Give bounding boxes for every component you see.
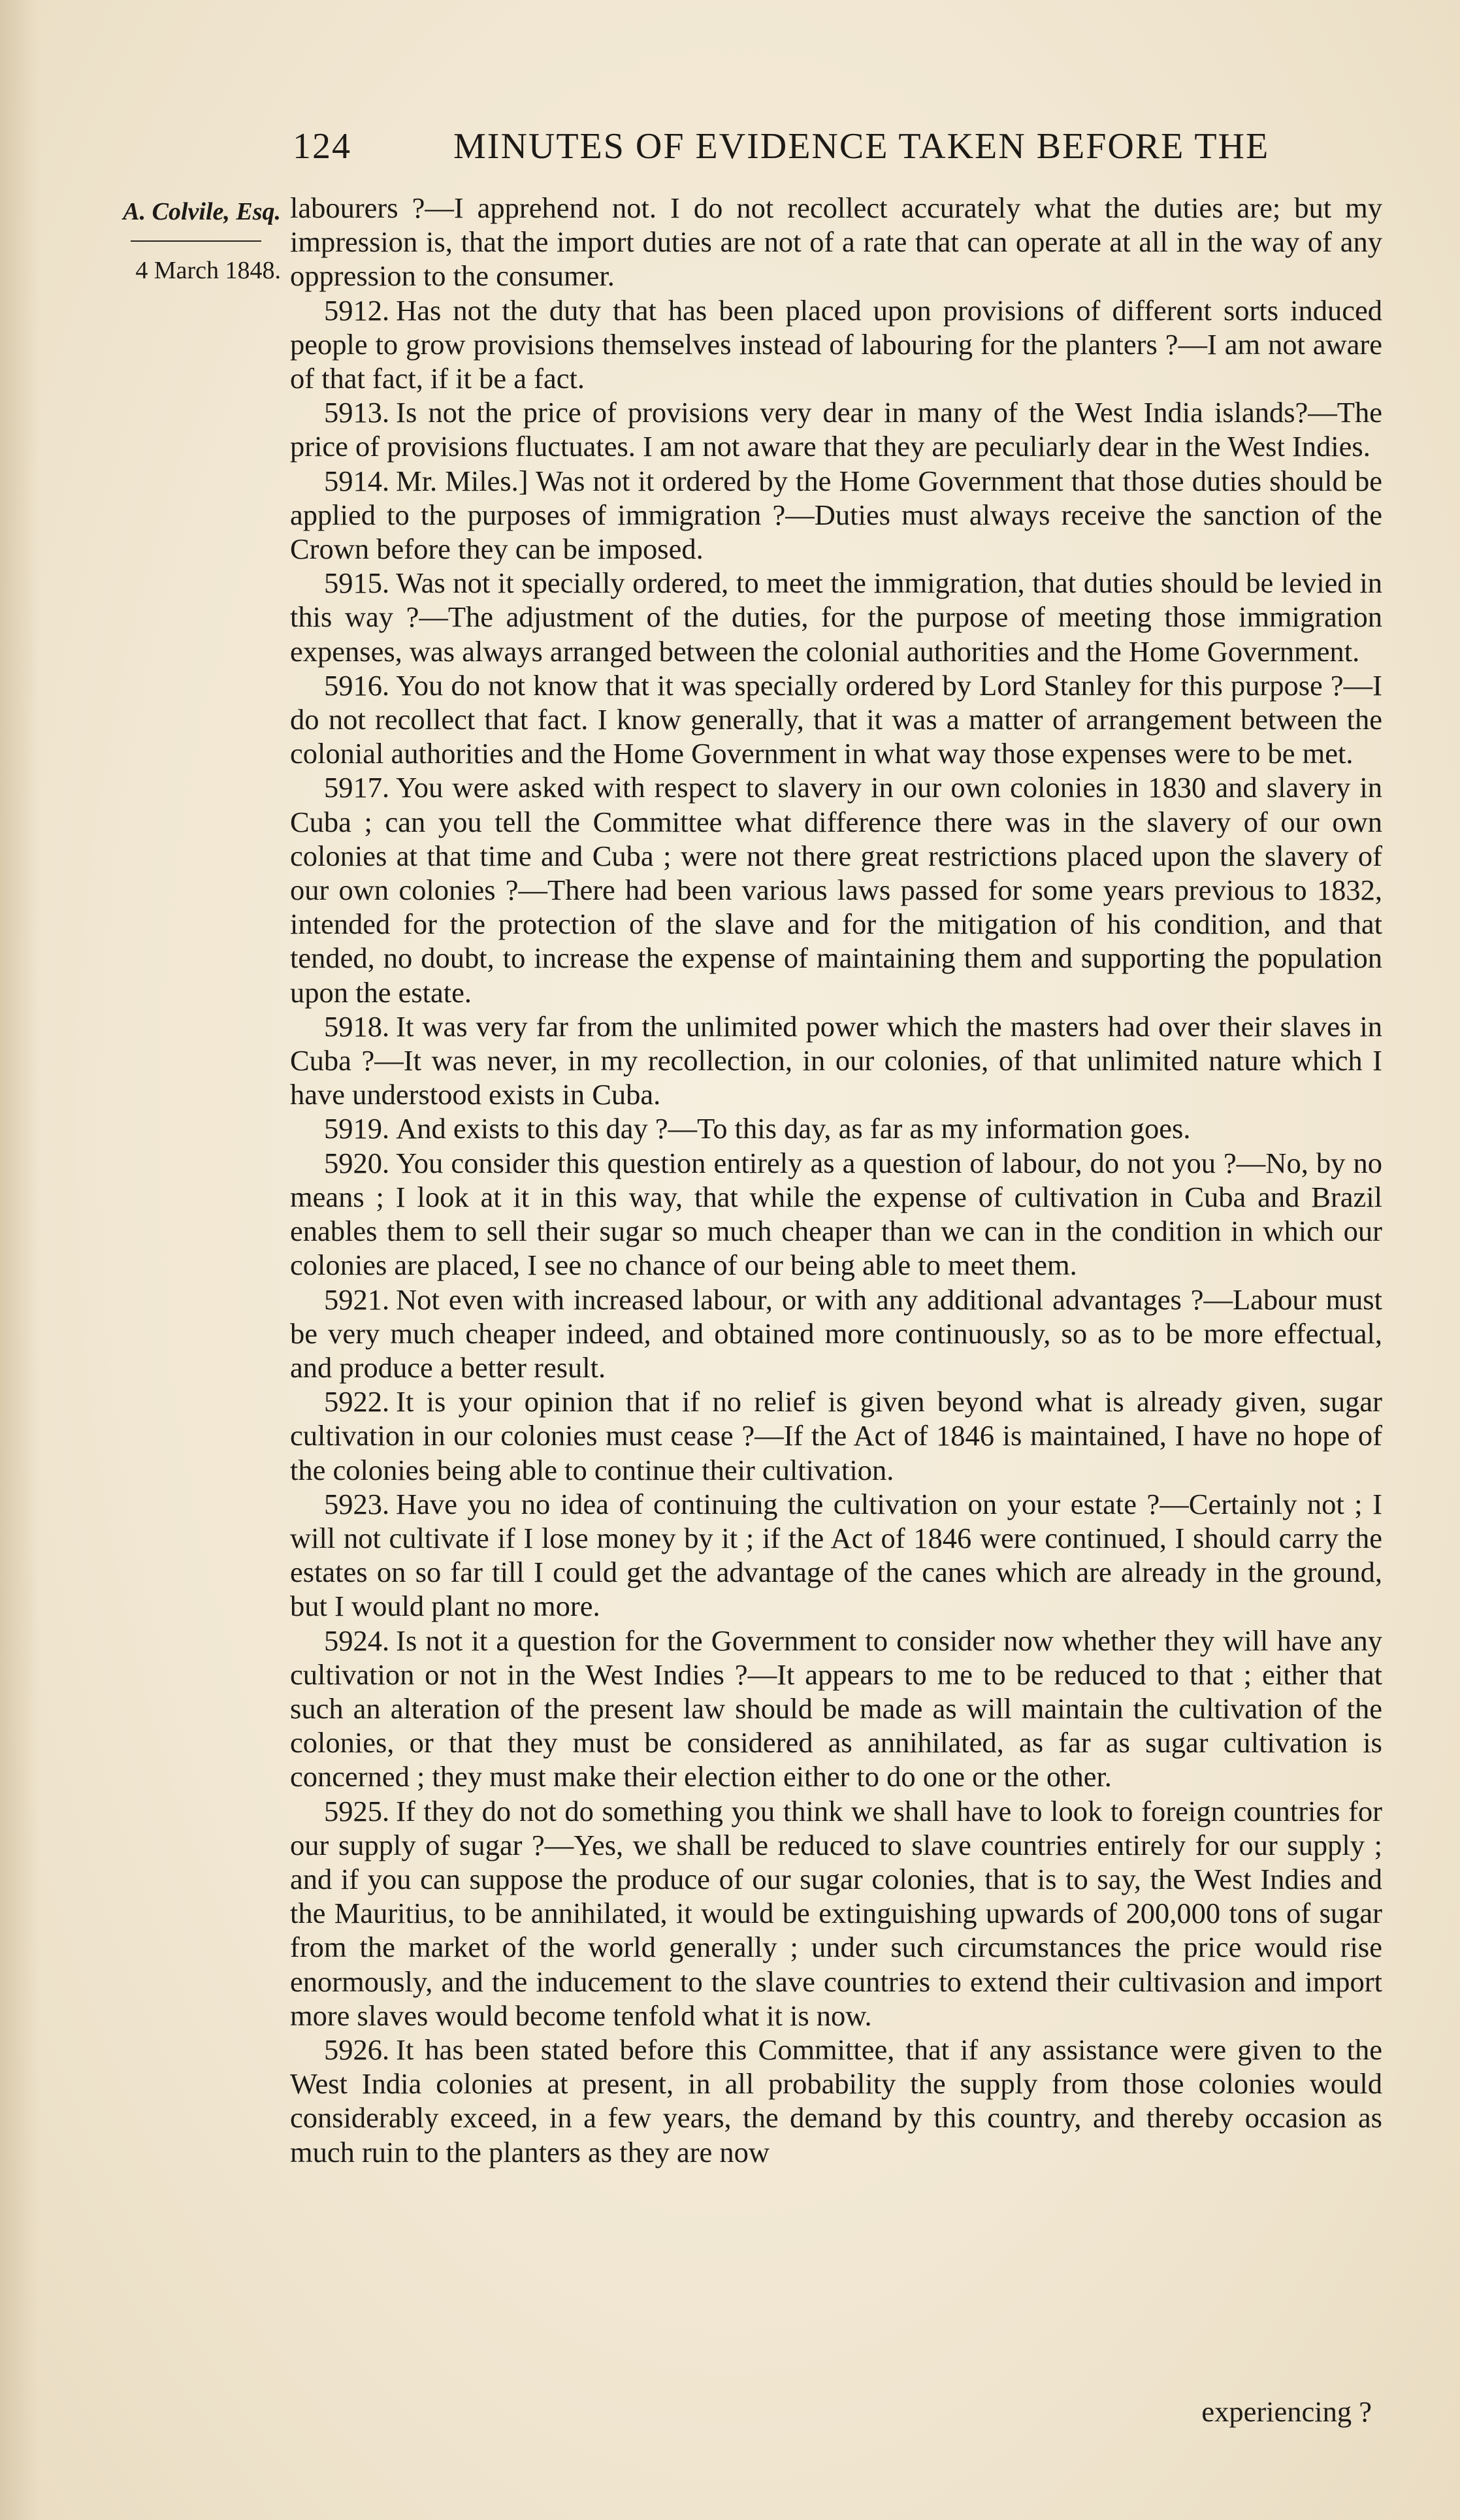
margin-date: 4 March 1848.: [135, 257, 281, 284]
question-text: Not even with increased labour, or with any additional advantages ?—Labour must be very much cheaper indeed, and obtained more continuously, so as to be more effectual, and produce a better result.: [290, 1283, 1382, 1384]
question-number: 5913.: [324, 396, 390, 429]
question-text: You consider this question entirely as a question of labour, do not you ?—No, by no means ; I look at it in this way, that while the expense of cultivation in Cuba and Brazil enables them to sell their sugar so much cheaper than we can in the condition in which our colonies are placed, I see no chance of our being able to meet them.: [290, 1146, 1382, 1282]
question-paragraph: [290, 1146, 1382, 1283]
question-paragraph: [290, 1487, 1382, 1624]
question-paragraph: [290, 1794, 1382, 2033]
question-text: It has been stated before this Committee, that if any assistance were given to the West India colonies at present, in all probability the supply from those colonies would considerably exceed, in a few years, the demand by this country, and thereby occasion as much ruin to the planters as they are now: [290, 2033, 1382, 2168]
question-paragraph: [290, 1283, 1382, 1385]
question-paragraph: [290, 770, 1382, 1009]
question-number: 5919.: [324, 1112, 390, 1145]
question-paragraph: [290, 464, 1382, 566]
question-text: Have you no idea of continuing the cultivation on your estate ?—Certainly not ; I will not cultivate if I lose money by it ; if the Act of 1846 were continued, I should carry the estates on so far till I could get the advantage of the canes which are already in the ground, but I would plant no more.: [290, 1487, 1382, 1623]
page-header: [293, 125, 1403, 167]
question-paragraph: [290, 1384, 1382, 1487]
page-number: 124: [293, 126, 351, 167]
question-text: Mr. Miles.] Was not it ordered by the Home Government that those duties should be applied to the purposes of immigration ?—Duties must always receive the sanction of the Crown before they can be imposed.: [290, 464, 1382, 566]
evidence-body: [290, 191, 1382, 2169]
question-text: If they do not do something you think we shall have to look to foreign countries for our supply of sugar ?—Yes, we shall be reduced to slave countries entirely for our supply ; and if you can suppose the produce of our sugar colonies, that is to say, the West Indies and the Mauritius, to be annihilated, it would be extinguishing upwards of 200,000 tons of sugar from the market of the world generally ; under such circumstances the price would rise enormously, and the inducement to the slave countries to extend their cultivasion and import more slaves would become tenfold what it is now.: [290, 1794, 1382, 2032]
continuation-paragraph: labourers ?—I apprehend not. I do not recollect accurately what the duties are; but my impression is, that the import duties are not of a rate that can operate at all in the way of any oppression to the consumer.: [290, 191, 1382, 293]
question-number: 5924.: [324, 1624, 390, 1657]
question-text: You do not know that it was specially ordered by Lord Stanley for this purpose ?—I do not recollect that fact. I know generally, that it was a matter of arrangement between the colonial authorities and the Home Government in what way those expenses were to be met.: [290, 668, 1382, 770]
question-number: 5915.: [324, 566, 390, 600]
question-paragraph: [290, 566, 1382, 668]
question-number: 5917.: [324, 771, 390, 804]
question-number: 5912.: [324, 293, 390, 327]
question-number: 5923.: [324, 1487, 390, 1520]
margin-witness-name: A. Colvile, Esq.: [123, 198, 281, 225]
question-paragraph: [290, 2033, 1382, 2169]
question-number: 5925.: [324, 1794, 390, 1827]
question-text: And exists to this day ?—To this day, as far as my information goes.: [396, 1112, 1191, 1145]
question-paragraph: [290, 1624, 1382, 1794]
question-text: It was very far from the unlimited power which the masters had over their slaves in Cuba ?—It was never, in my recollection, in our colonies, of that unlimited nature which I have understood exists in Cuba.: [290, 1009, 1382, 1111]
question-paragraph: [290, 1009, 1382, 1112]
question-paragraph: [290, 395, 1382, 463]
catchword: experiencing ?: [1201, 2395, 1372, 2428]
question-text: Is not the price of provisions very dear in many of the West India islands?—The price of provisions fluctuates. I am not aware that they are peculiarly dear in the West Indies.: [290, 396, 1382, 463]
question-text: You were asked with respect to slavery in our own colonies in 1830 and slavery in Cuba ; can you tell the Committee what difference there was in the slavery of our own colonies at that time and Cuba ; were not there great restrictions placed upon the slavery of our own colonies ?—There had been various laws passed for some years previous to 1832, intended for the protection of the slave and for the mitigation of his condition, and that tended, no doubt, to increase the expense of maintaining them and supporting the population upon the estate.: [290, 771, 1382, 1009]
question-number: 5920.: [324, 1146, 390, 1179]
question-number: 5914.: [324, 464, 390, 497]
question-text: Has not the duty that has been placed upon provisions of different sorts induced people to grow provisions themselves instead of labouring for the planters ?—I am not aware of that fact, if it be a fact.: [290, 293, 1382, 395]
question-number: 5926.: [324, 2033, 390, 2066]
question-number: 5918.: [324, 1009, 390, 1043]
running-title: MINUTES OF EVIDENCE TAKEN BEFORE THE: [453, 126, 1270, 167]
question-paragraph: [290, 1111, 1382, 1145]
question-number: 5916.: [324, 668, 390, 702]
question-paragraph: [290, 293, 1382, 396]
question-text: Is not it a question for the Government to consider now whether they will have any cultivation or not in the West Indies ?—It appears to me to be reduced to that ; either that such an alteration of the present law should be made as will maintain the cultivation of the colonies, or that they must be considered as annihilated, as far as sugar cultivation is concerned ; they must make their election either to do one or the other.: [290, 1624, 1382, 1793]
question-number: 5922.: [324, 1385, 390, 1418]
question-text: Was not it specially ordered, to meet the immigration, that duties should be levied in this way ?—The adjustment of the duties, for the purpose of meeting those immigration expenses, was always arranged between the colonial authorities and the Home Government.: [290, 566, 1382, 668]
question-text: It is your opinion that if no relief is given beyond what is already given, sugar cultivation in our colonies must cease ?—If the Act of 1846 is maintained, I have no hope of the colonies being able to continue their cultivation.: [290, 1385, 1382, 1486]
margin-divider: [131, 240, 261, 242]
question-number: 5921.: [324, 1283, 390, 1316]
question-paragraph: [290, 668, 1382, 771]
gutter-shadow: [0, 0, 39, 2520]
